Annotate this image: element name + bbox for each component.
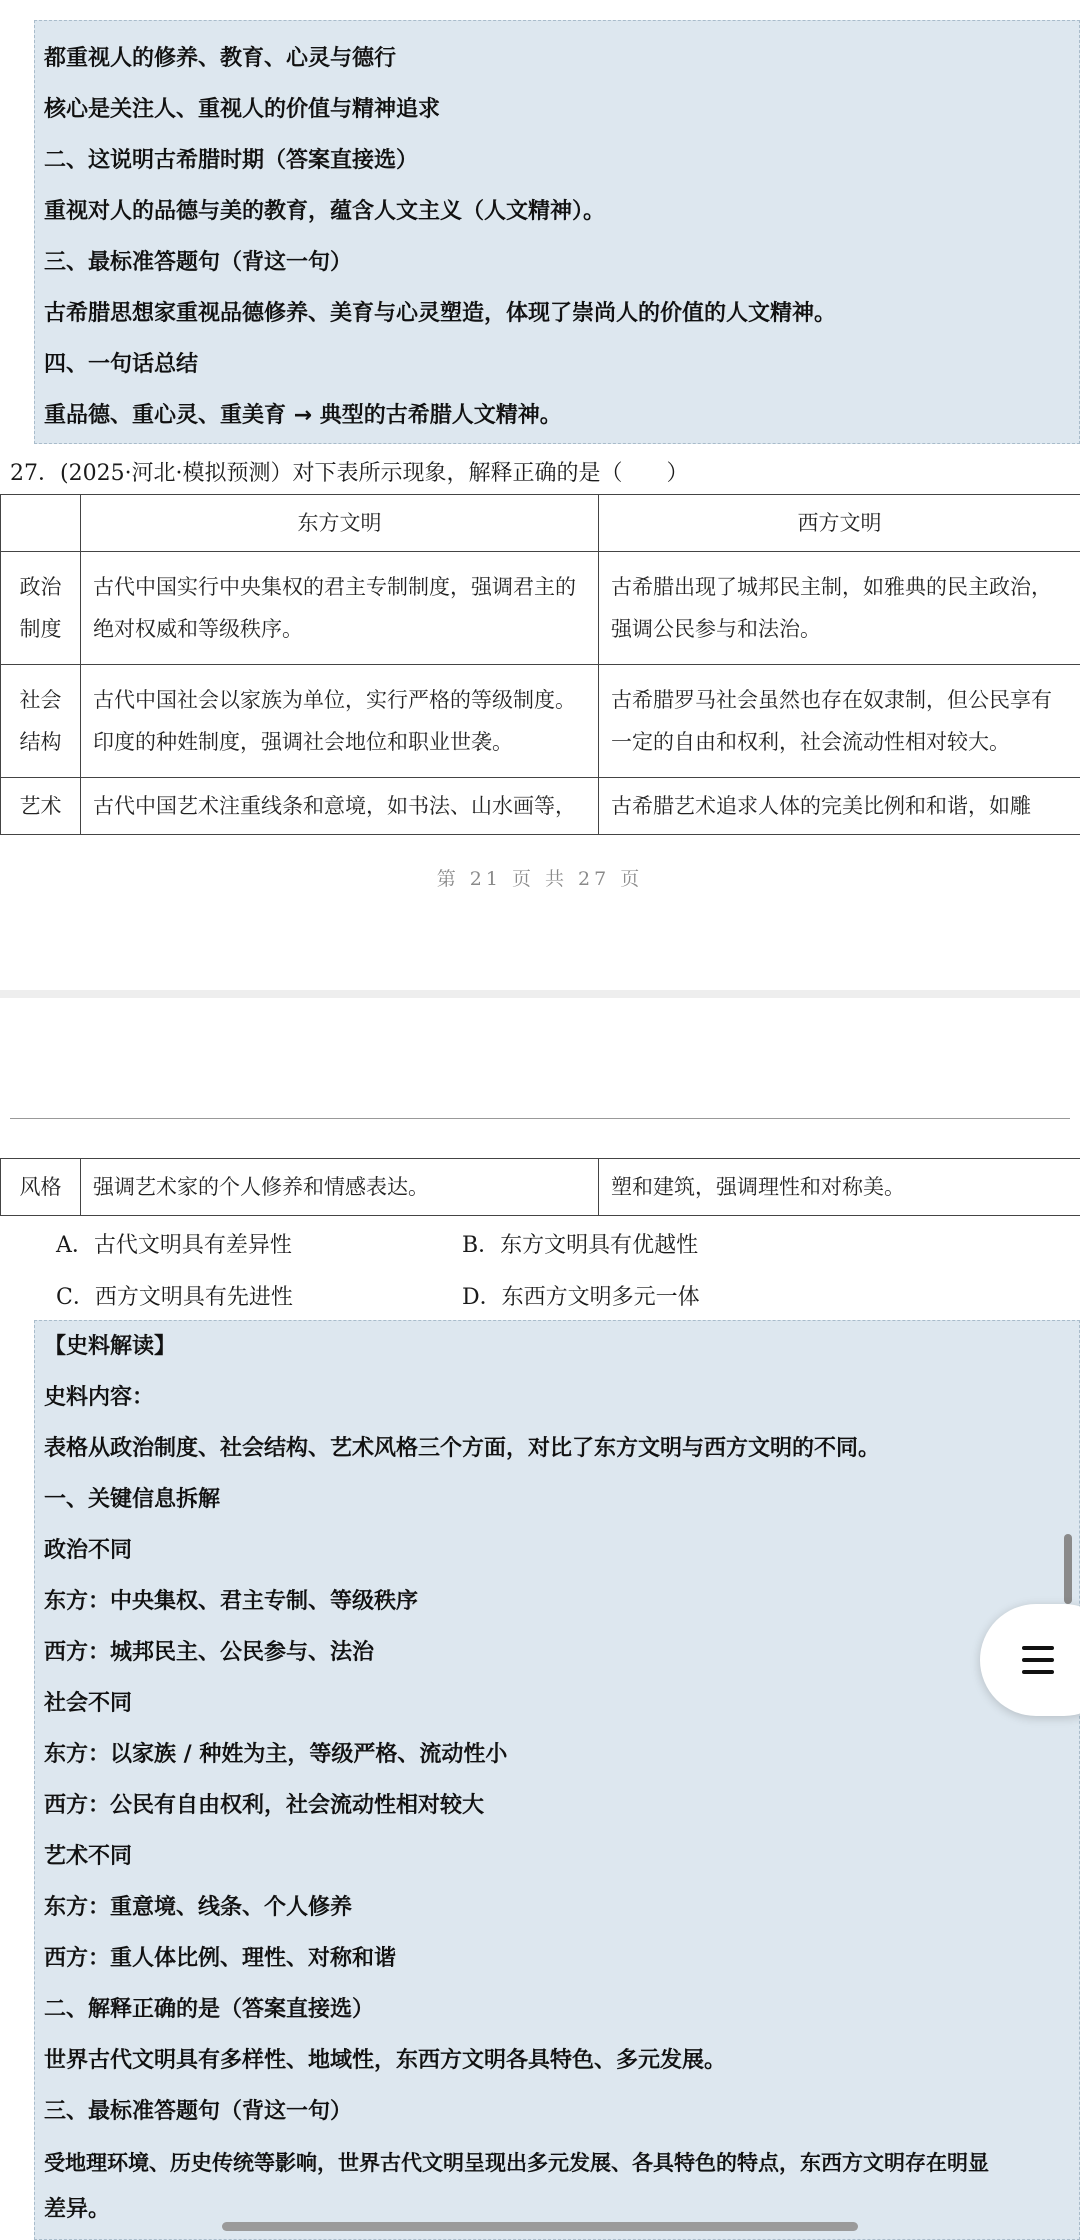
table-row [1, 1159, 1080, 1216]
table-cell: 古代中国实行中央集权的君主专制制度，强调君主的绝对权威和等级秩序。 [81, 552, 599, 665]
analysis-line: 三、最标准答题句（背这一句） [44, 250, 353, 275]
table-row-header: 社会结构 [1, 665, 81, 778]
analysis-line: 核心是关注人、重视人的价值与精神追求 [44, 97, 441, 122]
table-header-cell: 东方文明 [81, 495, 599, 552]
analysis-line: 四、一句话总结 [44, 352, 199, 377]
comparison-table [0, 494, 1080, 835]
option-d: D．东西方文明多元一体 [462, 1285, 700, 1310]
table-row-header: 艺术 [1, 778, 81, 835]
home-indicator[interactable] [222, 2222, 858, 2231]
table-cell: 强调艺术家的个人修养和情感表达。 [81, 1159, 599, 1216]
analysis-line: 表格从政治制度、社会结构、艺术风格三个方面，对比了东方文明与西方文明的不同。 [44, 1436, 881, 1461]
table-cell: 古代中国艺术注重线条和意境，如书法、山水画等， [81, 778, 599, 835]
table-cell: 古希腊艺术追求人体的完美比例和和谐，如雕 [599, 778, 1080, 835]
table-cell: 古希腊出现了城邦民主制，如雅典的民主政治，强调公民参与和法治。 [599, 552, 1080, 665]
table-cell: 古希腊罗马社会虽然也存在奴隶制，但公民享有一定的自由和权利，社会流动性相对较大。 [599, 665, 1080, 778]
scrollbar-thumb[interactable] [1064, 1534, 1072, 1604]
analysis-line: 艺术不同 [44, 1844, 133, 1869]
table-row [1, 552, 1080, 665]
analysis-line: 三、最标准答题句（背这一句） [44, 2099, 353, 2124]
table-row [1, 778, 1080, 835]
table-cell: 古代中国社会以家族为单位，实行严格的等级制度。印度的种姓制度，强调社会地位和职业世袭。 [81, 665, 599, 778]
table-row [1, 665, 1080, 778]
analysis-box-top [34, 20, 1080, 444]
analysis-line: 东方：重意境、线条、个人修养 [44, 1895, 353, 1920]
analysis-line: 二、这说明古希腊时期（答案直接选） [44, 148, 419, 173]
analysis-line: 受地理环境、历史传统等影响，世界古代文明呈现出多元发展、各具特色的特点，东西方文明存在明显 [44, 2151, 989, 2175]
analysis-line: 西方：重人体比例、理性、对称和谐 [44, 1946, 397, 1971]
comparison-table-continued [0, 1158, 1080, 1216]
analysis-line: 重视对人的品德与美的教育，蕴含人文主义（人文精神）。 [44, 199, 606, 224]
hamburger-menu-icon [1020, 1640, 1056, 1680]
analysis-line: 古希腊思想家重视品德修养、美育与心灵塑造，体现了崇尚人的价值的人文精神。 [44, 301, 837, 326]
question-stem: 27．(2025·河北·模拟预测）对下表所示现象，解释正确的是（ ） [10, 461, 689, 486]
table-row-header: 风格 [1, 1159, 81, 1216]
analysis-line: 一、关键信息拆解 [44, 1487, 221, 1512]
analysis-line: 都重视人的修养、教育、心灵与德行 [44, 46, 397, 71]
page-break-gap [0, 990, 1080, 998]
analysis-line: 史料内容： [44, 1385, 155, 1410]
table-header-row [1, 495, 1080, 552]
page-top-rule [10, 1118, 1070, 1119]
analysis-line: 【史料解读】 [44, 1334, 177, 1359]
analysis-line: 政治不同 [44, 1538, 133, 1563]
table-header-cell: 西方文明 [599, 495, 1080, 552]
table-header-cell [1, 495, 81, 552]
analysis-line: 东方：中央集权、君主专制、等级秩序 [44, 1589, 419, 1614]
analysis-line: 社会不同 [44, 1691, 133, 1716]
analysis-line: 西方：城邦民主、公民参与、法治 [44, 1640, 375, 1665]
option-b: B．东方文明具有优越性 [462, 1233, 699, 1258]
analysis-line: 东方：以家族 / 种姓为主，等级严格、流动性小 [44, 1742, 508, 1767]
analysis-line: 西方：公民有自由权利，社会流动性相对较大 [44, 1793, 485, 1818]
page-number-footer: 第 21 页 共 27 页 [436, 868, 644, 890]
table-row-header: 政治制度 [1, 552, 81, 665]
analysis-line: 世界古代文明具有多样性、地域性，东西方文明各具特色、多元发展。 [44, 2048, 727, 2073]
table-cell: 塑和建筑，强调理性和对称美。 [599, 1159, 1080, 1216]
analysis-line: 重品德、重心灵、重美育 → 典型的古希腊人文精神。 [44, 403, 562, 428]
option-c: C．西方文明具有先进性 [56, 1285, 293, 1310]
analysis-line: 差异。 [44, 2197, 111, 2222]
floating-menu-button[interactable] [980, 1604, 1080, 1716]
option-a: A．古代文明具有差异性 [56, 1233, 292, 1258]
analysis-line: 二、解释正确的是（答案直接选） [44, 1997, 375, 2022]
